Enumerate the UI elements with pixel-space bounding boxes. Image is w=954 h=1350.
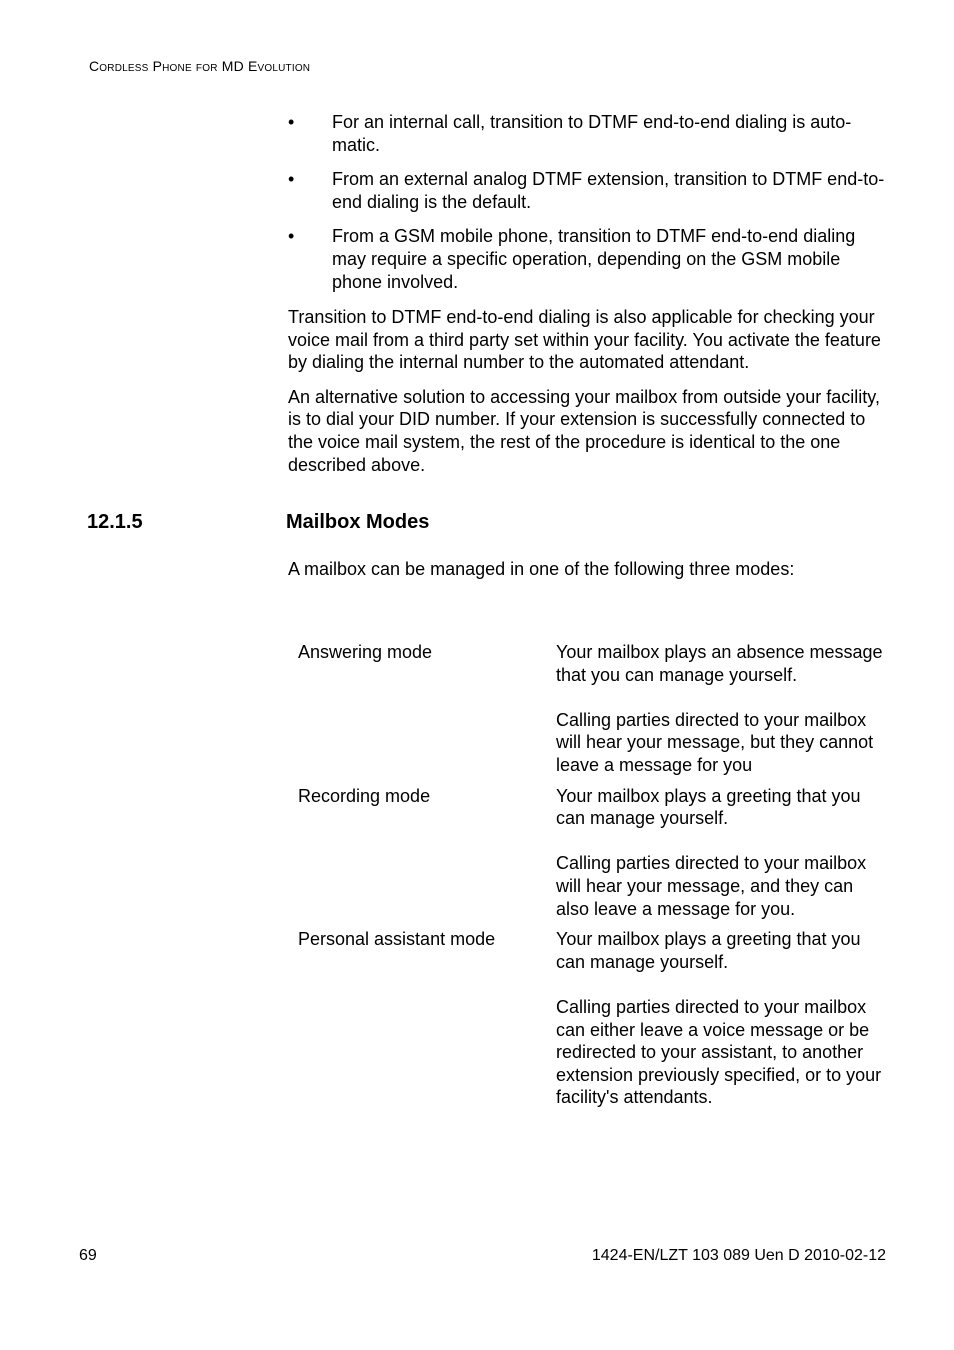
paragraph: Transition to DTMF end-to-end dialing is also applicable for checking your voice mail from a third party set within your facility. You activate the feature by dialing the internal number to the automated attendant. [288,307,881,373]
list-item [288,168,894,213]
mode-description-text: Calling parties directed to your mailbox can either leave a voice message or be redirected to your assistant, to another extension previously specified, or to your facility's attendants. [556,996,882,1108]
list-item [288,111,894,156]
modes-table [298,641,898,1117]
section-intro: A mailbox can be managed in one of the following three modes: [288,559,795,579]
bullet-icon: • [288,169,295,190]
table-row [298,641,898,777]
section-number: 12.1.5 [87,511,143,533]
mode-name: Personal assistant mode [298,929,496,950]
body-text [288,306,894,488]
mode-description-text: Calling parties directed to your mailbox will hear your message, but they cannot leave a message for you [556,709,874,775]
bullet-icon: • [288,226,295,247]
mode-description-text: Your mailbox plays a greeting that you can manage yourself. [556,785,861,829]
list-item-text: For an internal call, transition to DTMF end-to-end dialing is auto-matic. [332,112,852,155]
list-item [288,225,894,293]
list-item-text: From a GSM mobile phone, transition to DTMF end-to-end dialing may require a specific operation, depending on the GSM mobile phone involved. [332,226,856,292]
table-row [298,785,898,921]
bullet-icon: • [288,112,295,132]
mode-description [556,641,886,777]
section-title: Mailbox Modes [286,511,430,533]
paragraph: An alternative solution to accessing your mailbox from outside your facility, is to dial your DID number. If your extension is successfully connected to the voice mail system, the rest of the procedure is identical to the one described above. [288,386,880,475]
mode-description-text: Your mailbox plays an absence message that you can manage yourself. [556,642,883,685]
page-number: 69 [79,1247,97,1264]
mode-description-text: Your mailbox plays a greeting that you can manage yourself. [556,929,861,972]
bullet-list [288,111,894,305]
running-header: Cordless Phone for MD Evolution [89,58,311,74]
table-row [298,928,898,1109]
mode-name: Recording mode [298,785,431,806]
mode-description-text: Calling parties directed to your mailbox will hear your message, and they can also leave a message for you. [556,853,867,919]
mode-description [556,928,886,1109]
list-item-text: From an external analog DTMF extension, transition to DTMF end-to-end dialing is the default. [332,169,885,212]
mode-description [556,785,886,921]
document-id: 1424-EN/LZT 103 089 Uen D 2010-02-12 [591,1247,886,1264]
mode-name: Answering mode [298,642,433,662]
